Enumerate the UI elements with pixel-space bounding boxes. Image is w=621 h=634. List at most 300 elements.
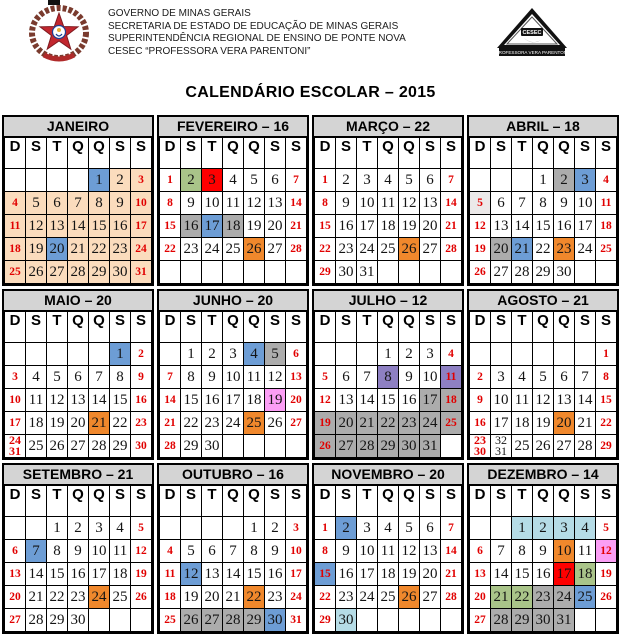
weekday-header: S <box>575 486 596 517</box>
month-maio-20 <box>2 289 154 460</box>
day-cell: 2 <box>181 169 202 192</box>
day-cell: 11 <box>244 366 265 389</box>
day-cell: 9 <box>470 389 491 412</box>
day-cell: 1 <box>315 169 336 192</box>
day-cell: 20 <box>68 412 89 435</box>
month-table <box>4 137 152 284</box>
day-cell: 9 <box>554 192 575 215</box>
day-cell: 12 <box>596 540 617 563</box>
org-header <box>108 5 406 58</box>
day-cell: 12 <box>47 389 68 412</box>
day-cell: 10 <box>420 366 441 389</box>
week-row <box>160 261 307 284</box>
month-table <box>4 485 152 632</box>
day-cell: 7 <box>89 366 110 389</box>
empty-cell <box>470 169 491 192</box>
weekday-header: Q <box>533 486 554 517</box>
week-row <box>315 586 462 609</box>
day-cell: 29 <box>315 609 336 632</box>
week-row <box>315 238 462 261</box>
week-row <box>315 563 462 586</box>
day-cell: 9 <box>336 192 357 215</box>
day-cell: 15 <box>181 389 202 412</box>
day-cell <box>5 435 26 458</box>
day-cell: 19 <box>181 586 202 609</box>
day-cell: 13 <box>336 389 357 412</box>
day-cell: 6 <box>265 169 286 192</box>
weekday-header-row <box>315 486 462 517</box>
day-cell: 11 <box>596 192 617 215</box>
day-cell: 7 <box>160 366 181 389</box>
weekday-header: Q <box>89 312 110 343</box>
day-cell: 20 <box>286 389 307 412</box>
empty-cell <box>202 517 223 540</box>
day-cell: 24 <box>575 238 596 261</box>
day-cell: 22 <box>596 412 617 435</box>
day-cell: 7 <box>357 366 378 389</box>
day-cell: 14 <box>160 389 181 412</box>
day-cell: 7 <box>286 169 307 192</box>
week-row <box>315 192 462 215</box>
empty-cell <box>181 517 202 540</box>
day-cell: 15 <box>315 215 336 238</box>
day-cell: 24 <box>89 586 110 609</box>
empty-cell <box>26 169 47 192</box>
weekday-header: S <box>441 486 462 517</box>
month-table <box>469 485 617 632</box>
weekday-header: Q <box>89 138 110 169</box>
empty-cell <box>223 261 244 284</box>
month-table <box>314 485 462 632</box>
day-cell: 1 <box>244 517 265 540</box>
day-cell: 11 <box>26 389 47 412</box>
day-cell: 10 <box>131 192 152 215</box>
day-cell: 25 <box>378 586 399 609</box>
month-title: MARÇO – 22 <box>314 117 462 137</box>
day-cell: 11 <box>378 192 399 215</box>
day-cell: 21 <box>89 412 110 435</box>
empty-cell <box>265 261 286 284</box>
empty-cell <box>575 609 596 632</box>
day-cell: 30 <box>399 435 420 458</box>
day-cell: 4 <box>575 517 596 540</box>
week-row <box>315 261 462 284</box>
weekday-header: S <box>181 312 202 343</box>
empty-cell <box>5 169 26 192</box>
week-row <box>470 343 617 366</box>
week-row <box>315 389 462 412</box>
minas-gerais-coat-of-arms-icon <box>26 5 92 68</box>
day-cell: 26 <box>244 238 265 261</box>
scan-artifact <box>48 0 60 5</box>
weekday-header: T <box>47 312 68 343</box>
week-row <box>470 412 617 435</box>
day-cell: 5 <box>244 169 265 192</box>
week-row <box>5 215 152 238</box>
day-cell: 24 <box>357 238 378 261</box>
day-cell: 22 <box>533 238 554 261</box>
weekday-header: D <box>5 312 26 343</box>
empty-cell <box>244 435 265 458</box>
empty-cell <box>265 435 286 458</box>
day-cell: 25 <box>575 586 596 609</box>
week-row <box>160 412 307 435</box>
day-cell: 28 <box>491 609 512 632</box>
day-cell: 28 <box>160 435 181 458</box>
month-title: DEZEMBRO – 14 <box>469 465 617 485</box>
day-cell: 29 <box>244 609 265 632</box>
day-cell: 12 <box>131 540 152 563</box>
empty-cell <box>533 343 554 366</box>
day-cell: 13 <box>202 563 223 586</box>
empty-cell <box>315 343 336 366</box>
weekday-header: S <box>265 486 286 517</box>
day-cell: 5 <box>470 192 491 215</box>
weekday-header-row <box>5 486 152 517</box>
empty-cell <box>441 609 462 632</box>
day-cell: 22 <box>89 238 110 261</box>
day-cell: 22 <box>110 412 131 435</box>
day-cell: 19 <box>399 563 420 586</box>
day-cell: 8 <box>315 540 336 563</box>
day-cell: 1 <box>47 517 68 540</box>
month-julho-12 <box>312 289 464 460</box>
day-cell: 3 <box>89 517 110 540</box>
empty-cell <box>378 261 399 284</box>
empty-cell <box>5 517 26 540</box>
weekday-header: S <box>441 312 462 343</box>
week-row <box>160 586 307 609</box>
day-cell: 5 <box>131 517 152 540</box>
day-cell: 13 <box>420 192 441 215</box>
week-row <box>5 435 152 458</box>
day-cell: 3 <box>491 366 512 389</box>
month-table <box>4 311 152 458</box>
weekday-header: S <box>26 486 47 517</box>
empty-cell <box>491 343 512 366</box>
month-dezembro-14 <box>467 463 619 634</box>
day-cell: 7 <box>26 540 47 563</box>
weekday-header: Q <box>554 486 575 517</box>
day-cell: 18 <box>378 563 399 586</box>
day-cell: 17 <box>357 563 378 586</box>
day-cell: 19 <box>315 412 336 435</box>
day-number: 31 <box>9 444 21 458</box>
day-cell: 6 <box>202 540 223 563</box>
week-row <box>315 215 462 238</box>
empty-cell <box>491 517 512 540</box>
week-row <box>5 389 152 412</box>
day-cell: 17 <box>491 412 512 435</box>
day-cell: 4 <box>596 169 617 192</box>
day-cell: 19 <box>47 412 68 435</box>
week-row <box>5 517 152 540</box>
weekday-header: T <box>47 138 68 169</box>
day-cell: 20 <box>5 586 26 609</box>
empty-cell <box>26 517 47 540</box>
day-cell: 7 <box>223 540 244 563</box>
day-cell: 20 <box>420 563 441 586</box>
day-cell: 10 <box>554 540 575 563</box>
day-cell: 23 <box>533 586 554 609</box>
month-abril-18 <box>467 115 619 286</box>
day-cell <box>470 435 491 458</box>
month-table <box>159 311 307 458</box>
weekday-header: Q <box>223 138 244 169</box>
week-row <box>315 435 462 458</box>
day-cell: 11 <box>160 563 181 586</box>
day-cell: 24 <box>202 238 223 261</box>
empty-cell <box>89 609 110 632</box>
weekday-header-row <box>160 486 307 517</box>
day-cell: 5 <box>399 517 420 540</box>
day-cell: 3 <box>5 366 26 389</box>
day-cell: 14 <box>441 540 462 563</box>
weekday-header: S <box>131 312 152 343</box>
day-cell: 25 <box>512 435 533 458</box>
day-cell: 22 <box>315 238 336 261</box>
weekday-header-row <box>160 138 307 169</box>
empty-cell <box>378 609 399 632</box>
day-cell: 24 <box>286 586 307 609</box>
weekday-header: Q <box>399 312 420 343</box>
day-cell: 3 <box>420 343 441 366</box>
day-cell: 22 <box>160 238 181 261</box>
org-line: SECRETARIA DE ESTADO DE EDUCAÇÃO DE MINAS GERAIS <box>108 20 399 32</box>
weekday-header: T <box>202 486 223 517</box>
day-cell: 18 <box>223 215 244 238</box>
day-cell: 1 <box>315 517 336 540</box>
weekday-header: T <box>202 138 223 169</box>
day-cell: 1 <box>110 343 131 366</box>
day-cell: 9 <box>533 540 554 563</box>
weekday-header: Q <box>554 138 575 169</box>
day-cell: 21 <box>441 215 462 238</box>
day-cell: 8 <box>512 540 533 563</box>
day-cell: 13 <box>420 540 441 563</box>
day-cell: 5 <box>533 366 554 389</box>
weekday-header: Q <box>223 486 244 517</box>
day-cell: 27 <box>470 609 491 632</box>
day-cell: 26 <box>181 609 202 632</box>
month-title: SETEMBRO – 21 <box>4 465 152 485</box>
day-cell: 20 <box>336 412 357 435</box>
day-cell: 31 <box>420 435 441 458</box>
weekday-header: T <box>512 312 533 343</box>
weekday-header: S <box>26 138 47 169</box>
day-cell: 14 <box>68 215 89 238</box>
day-cell: 3 <box>575 169 596 192</box>
day-cell: 25 <box>378 238 399 261</box>
weekday-header-row <box>160 312 307 343</box>
weekday-header: S <box>596 138 617 169</box>
day-cell: 28 <box>89 435 110 458</box>
day-cell: 2 <box>336 169 357 192</box>
week-row <box>470 261 617 284</box>
day-cell: 9 <box>181 192 202 215</box>
week-row <box>5 540 152 563</box>
day-cell: 23 <box>110 238 131 261</box>
day-cell: 13 <box>47 215 68 238</box>
day-cell: 21 <box>491 586 512 609</box>
empty-cell <box>110 609 131 632</box>
day-cell: 22 <box>315 586 336 609</box>
day-cell: 26 <box>470 261 491 284</box>
weekday-header: Q <box>89 486 110 517</box>
week-row <box>470 169 617 192</box>
day-cell: 18 <box>160 586 181 609</box>
day-cell: 20 <box>47 238 68 261</box>
month-title: JANEIRO <box>4 117 152 137</box>
day-cell: 14 <box>26 563 47 586</box>
day-cell: 3 <box>223 343 244 366</box>
week-row <box>470 366 617 389</box>
day-cell: 25 <box>441 412 462 435</box>
day-cell: 12 <box>265 366 286 389</box>
day-cell: 9 <box>399 366 420 389</box>
day-cell: 27 <box>554 435 575 458</box>
week-row <box>470 192 617 215</box>
day-cell: 26 <box>399 586 420 609</box>
day-cell: 27 <box>286 412 307 435</box>
day-cell: 6 <box>470 540 491 563</box>
week-row <box>5 261 152 284</box>
week-row <box>470 609 617 632</box>
day-cell: 9 <box>265 540 286 563</box>
day-cell: 6 <box>336 366 357 389</box>
day-cell: 21 <box>68 238 89 261</box>
weekday-header: D <box>5 486 26 517</box>
week-row <box>5 586 152 609</box>
empty-cell <box>5 343 26 366</box>
day-cell: 6 <box>420 169 441 192</box>
day-cell: 7 <box>441 169 462 192</box>
empty-cell <box>491 169 512 192</box>
day-cell: 20 <box>420 215 441 238</box>
day-cell: 5 <box>26 192 47 215</box>
day-cell: 13 <box>554 389 575 412</box>
day-cell: 28 <box>512 261 533 284</box>
day-cell: 8 <box>160 192 181 215</box>
day-cell: 28 <box>441 586 462 609</box>
day-cell: 14 <box>223 563 244 586</box>
week-row <box>315 517 462 540</box>
day-cell: 31 <box>357 261 378 284</box>
week-row <box>160 366 307 389</box>
weekday-header: S <box>286 486 307 517</box>
day-cell: 10 <box>89 540 110 563</box>
day-cell: 5 <box>181 540 202 563</box>
day-cell: 2 <box>554 169 575 192</box>
weekday-header: D <box>315 138 336 169</box>
weekday-header: S <box>336 312 357 343</box>
day-cell: 11 <box>5 215 26 238</box>
empty-cell <box>89 343 110 366</box>
day-cell: 1 <box>378 343 399 366</box>
weekday-header: S <box>265 138 286 169</box>
day-cell: 15 <box>315 563 336 586</box>
day-cell: 5 <box>265 343 286 366</box>
day-cell: 3 <box>131 169 152 192</box>
day-cell: 15 <box>110 389 131 412</box>
month-table <box>469 311 617 458</box>
empty-cell <box>420 609 441 632</box>
day-cell: 19 <box>399 215 420 238</box>
weekday-header: S <box>26 312 47 343</box>
day-cell: 26 <box>131 586 152 609</box>
weekday-header: D <box>470 486 491 517</box>
day-cell: 11 <box>223 192 244 215</box>
day-cell: 2 <box>336 517 357 540</box>
day-cell: 9 <box>68 540 89 563</box>
day-cell: 4 <box>26 366 47 389</box>
weekday-header: Q <box>68 486 89 517</box>
day-cell: 17 <box>357 215 378 238</box>
weekday-header: S <box>420 312 441 343</box>
weekday-header: Q <box>223 312 244 343</box>
empty-cell <box>223 435 244 458</box>
day-cell: 21 <box>223 586 244 609</box>
week-row <box>315 366 462 389</box>
day-cell: 15 <box>244 563 265 586</box>
day-cell: 31 <box>286 609 307 632</box>
empty-cell <box>47 343 68 366</box>
cesec-logo-subtext: PROFESSORA VERA PARENTONI <box>495 49 569 55</box>
empty-cell <box>181 261 202 284</box>
weekday-header: S <box>286 312 307 343</box>
day-cell: 26 <box>26 261 47 284</box>
day-cell: 2 <box>470 366 491 389</box>
empty-cell <box>68 343 89 366</box>
weekday-header: D <box>160 138 181 169</box>
week-row <box>315 169 462 192</box>
day-cell: 13 <box>491 215 512 238</box>
week-row <box>160 517 307 540</box>
day-cell: 11 <box>575 540 596 563</box>
day-cell: 15 <box>47 563 68 586</box>
day-cell: 17 <box>223 389 244 412</box>
weekday-header: S <box>491 486 512 517</box>
months-grid <box>0 115 621 634</box>
week-row <box>160 192 307 215</box>
day-number: 24 <box>9 433 21 447</box>
day-cell: 19 <box>470 238 491 261</box>
weekday-header: D <box>470 138 491 169</box>
day-cell: 28 <box>441 238 462 261</box>
month-title: JUNHO – 20 <box>159 291 307 311</box>
empty-cell <box>336 343 357 366</box>
day-cell: 17 <box>286 563 307 586</box>
weekday-header: Q <box>68 138 89 169</box>
day-cell: 27 <box>202 609 223 632</box>
day-cell: 29 <box>110 435 131 458</box>
cesec-logo-text: CESEC <box>522 30 542 37</box>
day-cell: 17 <box>554 563 575 586</box>
day-cell: 11 <box>441 366 462 389</box>
weekday-header: Q <box>533 138 554 169</box>
day-cell: 30 <box>533 609 554 632</box>
weekday-header: Q <box>244 312 265 343</box>
day-cell: 9 <box>202 366 223 389</box>
day-cell: 15 <box>160 215 181 238</box>
day-cell: 19 <box>596 563 617 586</box>
day-cell: 28 <box>575 435 596 458</box>
day-cell: 12 <box>470 215 491 238</box>
month-table <box>159 485 307 632</box>
day-cell: 18 <box>244 389 265 412</box>
empty-cell <box>420 261 441 284</box>
day-cell: 18 <box>512 412 533 435</box>
